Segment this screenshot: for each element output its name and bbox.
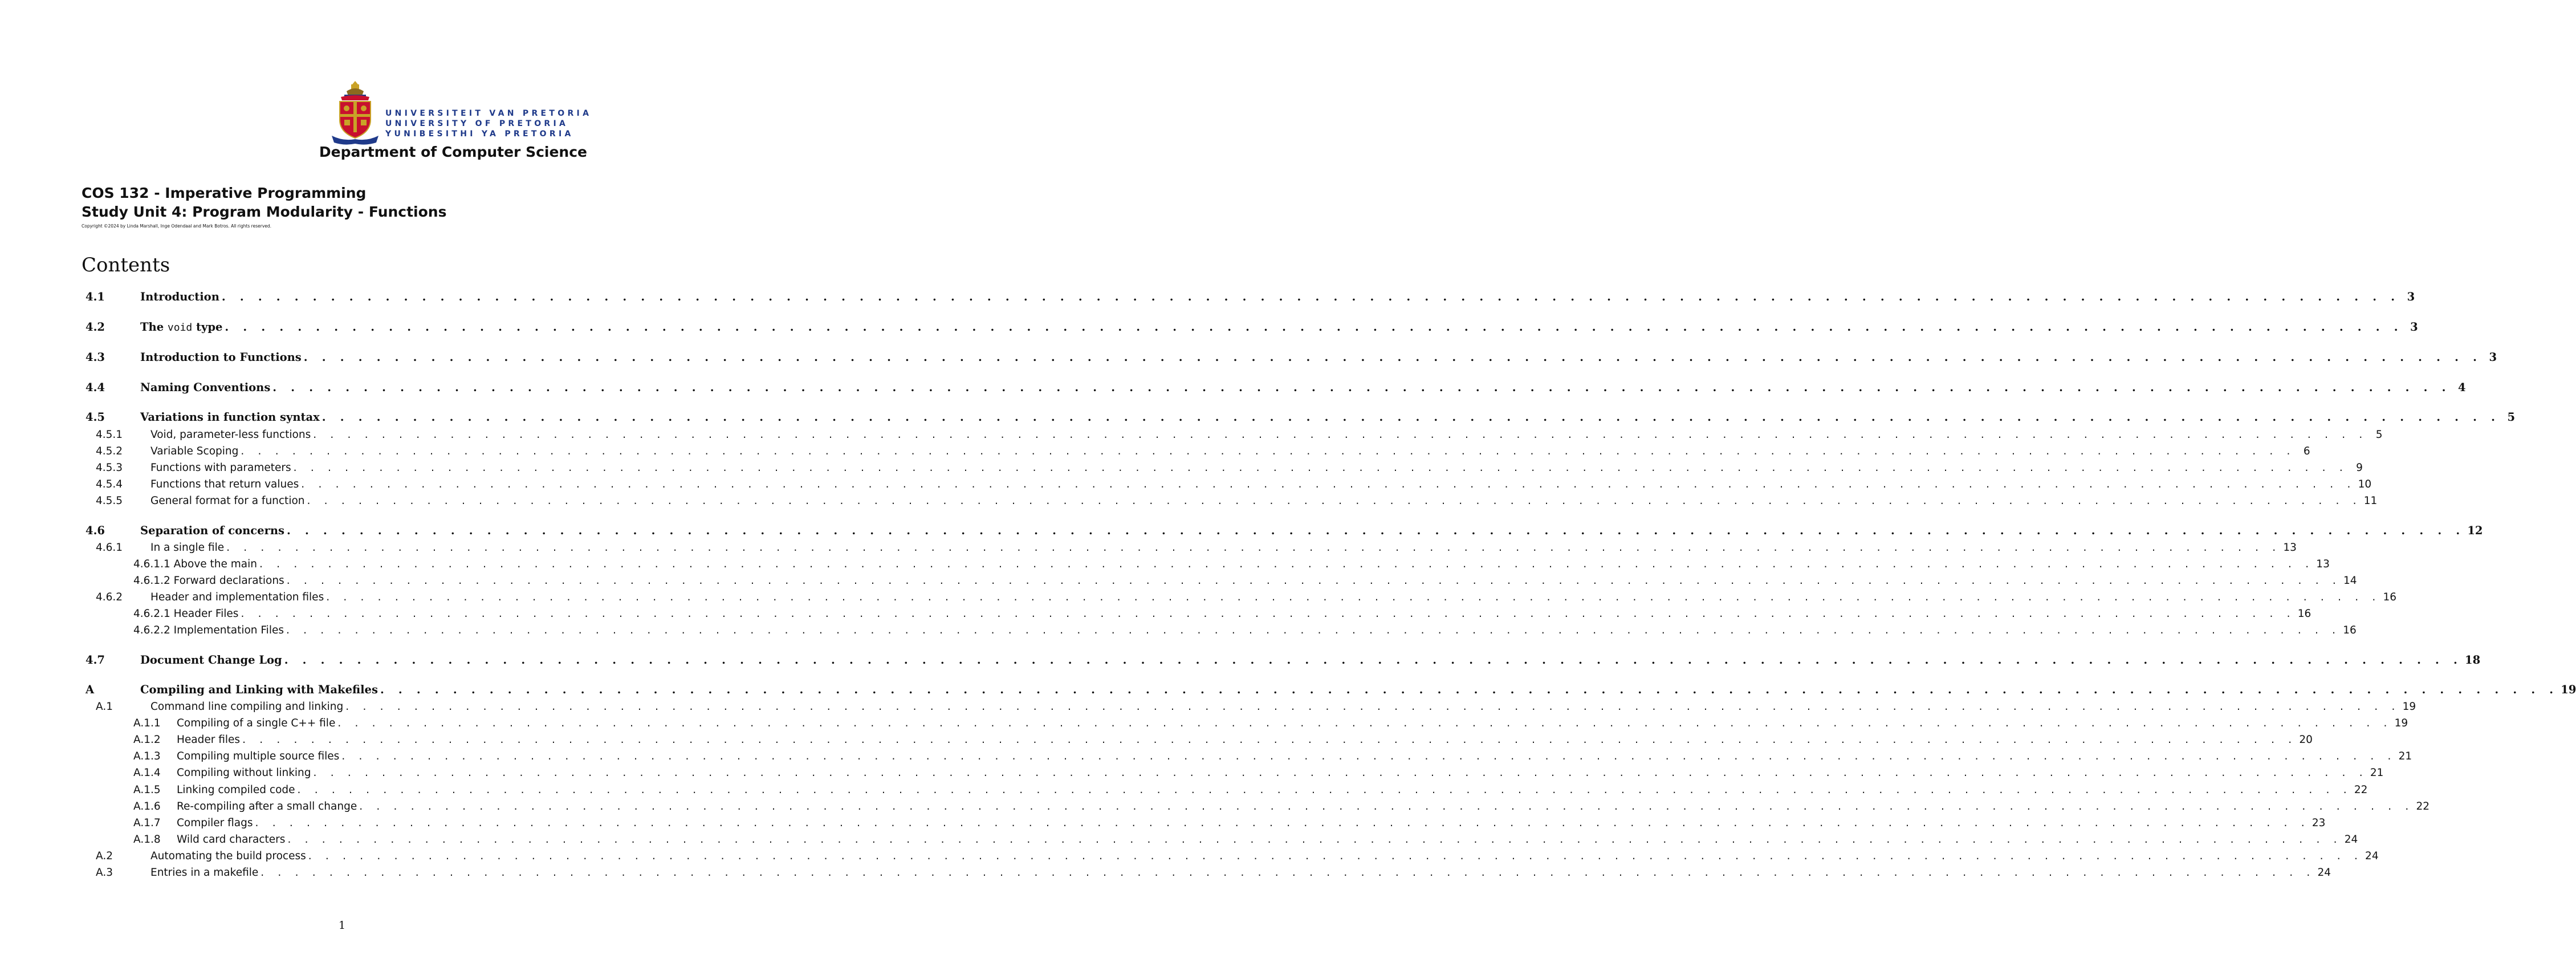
toc-entry-number: A.1.4 (133, 767, 161, 779)
toc-entry-title: 4.6.1.1 Above the main (133, 558, 259, 570)
toc-leader-dots: . . . . . . . . . . . . . . . . . . . . . . . . . . . . . . . . . . . . . . . . . . . . . . . . . . . . . . . . . . . . . . . . . . . . . . . . . . . . . . . . . . . . . . . . . . . . . . . . . . . . . . . . . . . . . . . . . . . . . . . . (242, 734, 2297, 746)
toc-leader-dots: . . . . . . . . . . . . . . . . . . . . . . . . . . . . . . . . . . . . . . . . . . . . . . . . . . . . . . . . . . . . . . . . . . . . . . . . . . . . . . . . . . . . . . . . . . . . . . . . . . . . . . . . . . . . . . . . . . . . . . . . (313, 429, 2368, 441)
toc-entry-number: 4.1 (86, 290, 105, 303)
toc-entry-title: Header files (177, 734, 242, 746)
toc-entry-number: 4.4 (86, 381, 105, 394)
toc-entry-title: Naming Conventions (140, 381, 272, 394)
toc-entry[interactable] (86, 459, 2363, 474)
toc-entry-title: Compiling of a single C++ file (177, 717, 337, 729)
toc-entry[interactable] (86, 621, 2357, 636)
toc-entry-number: A.2 (96, 850, 113, 862)
toc-entry[interactable] (86, 426, 2383, 441)
toc-leader-dots: . . . . . . . . . . . . . . . . . . . . . . . . . . . . . . . . . . . . . . . . . . . . . . . . . . . . . . . . . . . . . . . . . . . . . . . . . . . . . . . . . . . . . . . . . . . . . . . . . . . . . . . . . . . . . . . . . . . . . . . . (313, 767, 2368, 779)
toc-entry-title: Automating the build process (150, 850, 308, 862)
toc-leader-dots: . . . . . . . . . . . . . . . . . . . . . . . . . . . . . . . . . . . . . . . . . . . . . . . . . . . . . . . . . . . . . . . . . . . . . . . . . . . . . . . . . . . . . . . . . . . . . . . . . . . . . . . . . . . . . . . . . . . . . . . . (286, 575, 2341, 587)
toc-entry-number: 4.5 (86, 411, 105, 424)
toc-entry[interactable] (86, 555, 2330, 570)
toc-entry-page: 19 (2400, 701, 2416, 713)
toc-leader-dots: . . . . . . . . . . . . . . . . . . . . . . . . . . . . . . . . . . . . . . . . . . . . . . . . . . . . . . . . . . . . . . . . . . . . . . . . . . . . . . . . . . . . . . . . . . . . . . . . . . . . . . . . . . . . . . . . . . . . . . . . (307, 495, 2362, 507)
toc-leader-dots: . . . . . . . . . . . . . . . . . . . . . . . . . . . . . . . . . . . . . . . . . . . . . . . . . . . . . . . . . . . . . . . . . . . . . . . . . . . . . . . . . . . . . . . . . . . . . . . . . . . . . . . . . . . . . . . . . . . . . . . . (301, 478, 2356, 490)
toc-leader-dots: . . . . . . . . . . . . . . . . . . . . . . . . . . . . . . . . . . . . . . . . . . . . . . . . . . . . . . . . . . . . . . . . . . . . . . . . . . . . . . . . . . . . . . . . . . . . . . . . . . . . . . . . . . . . . . . . . . . . . . . . (284, 653, 2463, 667)
toc-entry-number: A.1.7 (133, 817, 161, 829)
toc-entry[interactable] (86, 814, 2326, 829)
toc-entry[interactable] (86, 764, 2384, 779)
toc-leader-dots: . . . . . . . . . . . . . . . . . . . . . . . . . . . . . . . . . . . . . . . . . . . . . . . . . . . . . . . . . . . . . . . . . . . . . . . . . . . . . . . . . . . . . . . . . . . . . . . . . . . . . . . . . . . . . . . . . . . . . . . . (272, 381, 2451, 394)
code-keyword: void (167, 322, 193, 334)
toc-leader-dots: . . . . . . . . . . . . . . . . . . . . . . . . . . . . . . . . . . . . . . . . . . . . . . . . . . . . . . . . . . . . . . . . . . . . . . . . . . . . . . . . . . . . . . . . . . . . . . . . . . . . . . . . . . . . . . . . . . . . . . . . (380, 683, 2559, 696)
toc-entry[interactable] (86, 831, 2358, 846)
toc-entry-number: A.1 (96, 701, 113, 713)
toc-entry-page: 18 (2463, 653, 2480, 667)
toc-entry[interactable] (86, 442, 2310, 457)
toc-entry-number: 4.5.4 (96, 478, 123, 490)
toc-leader-dots: . . . . . . . . . . . . . . . . . . . . . . . . . . . . . . . . . . . . . . . . . . . . . . . . . . . . . . . . . . . . . . . . . . . . . . . . . . . . . . . . . . . . . . . . . . . . . . . . . . . . . . . . . . . . . . . . . . . . . . . . (359, 801, 2414, 812)
toc-entry-title: Entries in a makefile (150, 867, 261, 879)
toc-entry-page: 22 (2414, 801, 2430, 812)
toc-entry-title: General format for a function (150, 495, 307, 507)
toc-entry-title: Introduction (140, 290, 222, 303)
toc-entry-page: 21 (2368, 767, 2384, 779)
toc-leader-dots: . . . . . . . . . . . . . . . . . . . . . . . . . . . . . . . . . . . . . . . . . . . . . . . . . . . . . . . . . . . . . . . . . . . . . . . . . . . . . . . . . . . . . . . . . . . . . . . . . . . . . . . . . . . . . . . . . . . . . . . . (287, 834, 2342, 846)
copyright-notice: Copyright ©2024 by Linda Marshall, Inge Odendaal and Mark Botros. All rights reserved. (82, 224, 272, 229)
toc-entry-title: Header and implementation files (150, 591, 326, 603)
toc-entry-number: A.1.6 (133, 801, 161, 812)
toc-entry[interactable] (86, 714, 2408, 729)
toc-entry-page: 21 (2396, 750, 2412, 762)
toc-entry-number: A.1.3 (133, 750, 161, 762)
toc-leader-dots: . . . . . . . . . . . . . . . . . . . . . . . . . . . . . . . . . . . . . . . . . . . . . . . . . . . . . . . . . . . . . . . . . . . . . . . . . . . . . . . . . . . . . . . . . . . . . . . . . . . . . . . . . . . . . . . . . . . . . . . . (241, 608, 2296, 620)
toc-entry-title: 4.6.2.1 Header Files (133, 608, 241, 620)
toc-leader-dots: . . . . . . . . . . . . . . . . . . . . . . . . . . . . . . . . . . . . . . . . . . . . . . . . . . . . . . . . . . . . . . . . . . . . . . . . . . . . . . . . . . . . . . . . . . . . . . . . . . . . . . . . . . . . . . . . . . . . . . . . (286, 624, 2341, 636)
toc-entry-page: 3 (2400, 290, 2415, 303)
toc-entry-title: Compiler flags (177, 817, 255, 829)
toc-entry-title: The void type (140, 320, 225, 334)
toc-entry-number: 4.2 (86, 320, 105, 334)
toc-leader-dots: . . . . . . . . . . . . . . . . . . . . . . . . . . . . . . . . . . . . . . . . . . . . . . . . . . . . . . . . . . . . . . . . . . . . . . . . . . . . . . . . . . . . . . . . . . . . . . . . . . . . . . . . . . . . . . . . . . . . . . . . (293, 462, 2348, 474)
toc-leader-dots: . . . . . . . . . . . . . . . . . . . . . . . . . . . . . . . . . . . . . . . . . . . . . . . . . . . . . . . . . . . . . . . . . . . . . . . . . . . . . . . . . . . . . . . . . . . . . . . . . . . . . . . . . . . . . . . . . . . . . . . . (259, 558, 2314, 570)
toc-entry-title: Functions with parameters (150, 462, 294, 474)
toc-entry-title: Void, parameter-less functions (150, 429, 313, 441)
toc-leader-dots: . . . . . . . . . . . . . . . . . . . . . . . . . . . . . . . . . . . . . . . . . . . . . . . . . . . . . . . . . . . . . . . . . . . . . . . . . . . . . . . . . . . . . . . . . . . . . . . . . . . . . . . . . . . . . . . . . . . . . . . . (226, 542, 2281, 554)
toc-entry[interactable] (86, 781, 2368, 796)
toc-entry[interactable] (86, 747, 2412, 762)
university-crest-icon (329, 80, 381, 145)
toc-entry-title: Functions that return values (150, 478, 301, 490)
toc-entry[interactable] (86, 798, 2430, 812)
toc-entry-page: 13 (2281, 542, 2297, 554)
toc-entry-title: Command line compiling and linking (150, 701, 345, 713)
toc-entry-number: 4.5.5 (96, 495, 123, 507)
toc-entry[interactable] (86, 409, 2516, 424)
university-name-sepedi: YUNIBESITHI YA PRETORIA (385, 129, 574, 139)
university-name-english: UNIVERSITY OF PRETORIA (385, 119, 569, 128)
toc-leader-dots: . . . . . . . . . . . . . . . . . . . . . . . . . . . . . . . . . . . . . . . . . . . . . . . . . . . . . . . . . . . . . . . . . . . . . . . . . . . . . . . . . . . . . . . . . . . . . . . . . . . . . . . . . . . . . . . . . . . . . . . . (287, 524, 2465, 537)
course-title: COS 132 - Imperative Programming (82, 185, 367, 201)
department-name: Department of Computer Science (319, 144, 587, 160)
toc-entry-title: Variations in function syntax (140, 411, 322, 424)
toc-entry[interactable] (86, 349, 2497, 364)
toc-entry-number: 4.6.1.1 (133, 558, 174, 570)
toc-entry-title: Compiling without linking (177, 767, 314, 779)
toc-entry-number: 4.5.3 (96, 462, 123, 474)
toc-entry-page: 19 (2392, 717, 2408, 729)
toc-entry-number: A.1.1 (133, 717, 161, 729)
toc-entry-number: A.1.8 (133, 834, 161, 846)
toc-entry-number: 4.6.1 (96, 542, 123, 554)
toc-leader-dots: . . . . . . . . . . . . . . . . . . . . . . . . . . . . . . . . . . . . . . . . . . . . . . . . . . . . . . . . . . . . . . . . . . . . . . . . . . . . . . . . . . . . . . . . . . . . . . . . . . . . . . . . . . . . . . . . . . . . . . . . (261, 867, 2315, 879)
toc-entry-page: 9 (2348, 462, 2363, 474)
toc-leader-dots: . . . . . . . . . . . . . . . . . . . . . . . . . . . . . . . . . . . . . . . . . . . . . . . . . . . . . . . . . . . . . . . . . . . . . . . . . . . . . . . . . . . . . . . . . . . . . . . . . . . . . . . . . . . . . . . . . . . . . . . . (326, 591, 2381, 603)
toc-entry-page: 24 (2363, 850, 2379, 862)
toc-entry[interactable] (86, 681, 2576, 696)
toc-leader-dots: . . . . . . . . . . . . . . . . . . . . . . . . . . . . . . . . . . . . . . . . . . . . . . . . . . . . . . . . . . . . . . . . . . . . . . . . . . . . . . . . . . . . . . . . . . . . . . . . . . . . . . . . . . . . . . . . . . . . . . . . (337, 717, 2392, 729)
toc-entry[interactable] (86, 289, 2415, 303)
toc-entry-page: 14 (2341, 575, 2357, 587)
toc-entry[interactable] (86, 319, 2418, 334)
toc-entry-number: 4.6 (86, 524, 105, 537)
toc-entry[interactable] (86, 539, 2297, 554)
toc-entry-number: 4.3 (86, 351, 105, 364)
toc-leader-dots: . . . . . . . . . . . . . . . . . . . . . . . . . . . . . . . . . . . . . . . . . . . . . . . . . . . . . . . . . . . . . . . . . . . . . . . . . . . . . . . . . . . . . . . . . . . . . . . . . . . . . . . . . . . . . . . . . . . . . . . . (241, 445, 2296, 457)
toc-entry[interactable] (86, 492, 2378, 507)
toc-entry-title: Introduction to Functions (140, 351, 304, 364)
toc-leader-dots: . . . . . . . . . . . . . . . . . . . . . . . . . . . . . . . . . . . . . . . . . . . . . . . . . . . . . . . . . . . . . . . . . . . . . . . . . . . . . . . . . . . . . . . . . . . . . . . . . . . . . . . . . . . . . . . . . . . . . . . . (221, 290, 2400, 303)
toc-entry-page: 10 (2356, 478, 2372, 490)
toc-entry-title: In a single file (150, 542, 226, 554)
toc-entry-title: 4.6.2.2 Implementation Files (133, 624, 286, 636)
toc-entry-page: 6 (2296, 445, 2310, 457)
toc-leader-dots: . . . . . . . . . . . . . . . . . . . . . . . . . . . . . . . . . . . . . . . . . . . . . . . . . . . . . . . . . . . . . . . . . . . . . . . . . . . . . . . . . . . . . . . . . . . . . . . . . . . . . . . . . . . . . . . . . . . . . . . . (345, 701, 2400, 713)
toc-leader-dots: . . . . . . . . . . . . . . . . . . . . . . . . . . . . . . . . . . . . . . . . . . . . . . . . . . . . . . . . . . . . . . . . . . . . . . . . . . . . . . . . . . . . . . . . . . . . . . . . . . . . . . . . . . . . . . . . . . . . . . . . (341, 750, 2396, 762)
toc-leader-dots: . . . . . . . . . . . . . . . . . . . . . . . . . . . . . . . . . . . . . . . . . . . . . . . . . . . . . . . . . . . . . . . . . . . . . . . . . . . . . . . . . . . . . . . . . . . . . . . . . . . . . . . . . . . . . . . . . . . . . . . . (255, 817, 2310, 829)
toc-entry-page: 12 (2465, 524, 2483, 537)
toc-entry-title: Wild card characters (177, 834, 287, 846)
toc-entry-page: 19 (2558, 683, 2576, 696)
toc-entry-page: 20 (2297, 734, 2313, 746)
toc-entry-page: 23 (2310, 817, 2326, 829)
university-name-block (385, 108, 592, 139)
toc-entry-number: A.1.5 (133, 784, 161, 796)
toc-entry-title: Compiling multiple source files (177, 750, 341, 762)
toc-entry-number: 4.5.2 (96, 445, 123, 457)
toc-entry-page: 24 (2342, 834, 2358, 846)
toc-entry-page: 22 (2352, 784, 2368, 796)
toc-entry[interactable] (86, 572, 2357, 587)
toc-entry-number: 4.5.1 (96, 429, 123, 441)
toc-entry-page: 13 (2314, 558, 2330, 570)
toc-entry[interactable] (86, 864, 2331, 879)
toc-entry-page: 16 (2296, 608, 2312, 620)
toc-entry-title: Separation of concerns (140, 524, 287, 537)
toc-entry-number: A.3 (96, 867, 113, 879)
toc-entry-title: Linking compiled code (177, 784, 298, 796)
page-number: 1 (338, 919, 346, 932)
toc-entry-page: 5 (2500, 411, 2515, 424)
toc-entry[interactable] (86, 698, 2416, 713)
toc-entry-page: 3 (2403, 320, 2418, 334)
toc-entry-page: 11 (2362, 495, 2378, 507)
toc-leader-dots: . . . . . . . . . . . . . . . . . . . . . . . . . . . . . . . . . . . . . . . . . . . . . . . . . . . . . . . . . . . . . . . . . . . . . . . . . . . . . . . . . . . . . . . . . . . . . . . . . . . . . . . . . . . . . . . . . . . . . . . . (297, 784, 2352, 796)
toc-leader-dots: . . . . . . . . . . . . . . . . . . . . . . . . . . . . . . . . . . . . . . . . . . . . . . . . . . . . . . . . . . . . . . . . . . . . . . . . . . . . . . . . . . . . . . . . . . . . . . . . . . . . . . . . . . . . . . . . . . . . . . . . (303, 351, 2483, 364)
university-name-afrikaans: UNIVERSITEIT VAN PRETORIA (385, 109, 592, 118)
toc-entry[interactable] (86, 588, 2397, 603)
contents-heading: Contents (82, 254, 170, 277)
unit-title: Study Unit 4: Program Modularity - Functions (82, 204, 447, 220)
toc-entry-title: Compiling and Linking with Makefiles (140, 683, 380, 696)
toc-entry-page: 5 (2368, 429, 2383, 441)
toc-entry-page: 24 (2315, 867, 2331, 879)
toc-entry-number: A.1.2 (133, 734, 161, 746)
toc-entry-title: Re-compiling after a small change (177, 801, 359, 812)
toc-entry[interactable] (86, 379, 2466, 394)
toc-leader-dots: . . . . . . . . . . . . . . . . . . . . . . . . . . . . . . . . . . . . . . . . . . . . . . . . . . . . . . . . . . . . . . . . . . . . . . . . . . . . . . . . . . . . . . . . . . . . . . . . . . . . . . . . . . . . . . . . . . . . . . . . (225, 320, 2403, 334)
toc-entry-title: Document Change Log (140, 653, 284, 667)
toc-entry-number: 4.6.2 (96, 591, 123, 603)
toc-entry[interactable] (86, 476, 2372, 490)
toc-leader-dots: . . . . . . . . . . . . . . . . . . . . . . . . . . . . . . . . . . . . . . . . . . . . . . . . . . . . . . . . . . . . . . . . . . . . . . . . . . . . . . . . . . . . . . . . . . . . . . . . . . . . . . . . . . . . . . . . . . . . . . . . (322, 411, 2501, 424)
toc-entry-number: 4.6.2.2 (133, 624, 174, 636)
toc-entry-page: 16 (2380, 591, 2396, 603)
toc-entry-page: 4 (2451, 381, 2466, 394)
toc-entry-number: 4.7 (86, 653, 105, 667)
toc-entry-number: 4.6.1.2 (133, 575, 174, 587)
toc-entry-page: 16 (2341, 624, 2357, 636)
toc-entry[interactable] (86, 847, 2379, 862)
toc-entry[interactable] (86, 731, 2313, 746)
toc-entry-page: 3 (2482, 351, 2497, 364)
toc-entry[interactable] (86, 652, 2481, 667)
toc-entry-number: A (86, 683, 95, 696)
toc-leader-dots: . . . . . . . . . . . . . . . . . . . . . . . . . . . . . . . . . . . . . . . . . . . . . . . . . . . . . . . . . . . . . . . . . . . . . . . . . . . . . . . . . . . . . . . . . . . . . . . . . . . . . . . . . . . . . . . . . . . . . . . . (308, 850, 2363, 862)
toc-entry[interactable] (86, 522, 2483, 537)
toc-entry-number: 4.6.2.1 (133, 608, 174, 620)
toc-entry-title: 4.6.1.2 Forward declarations (133, 575, 287, 587)
toc-entry-title: Variable Scoping (150, 445, 241, 457)
toc-entry[interactable] (86, 605, 2312, 620)
